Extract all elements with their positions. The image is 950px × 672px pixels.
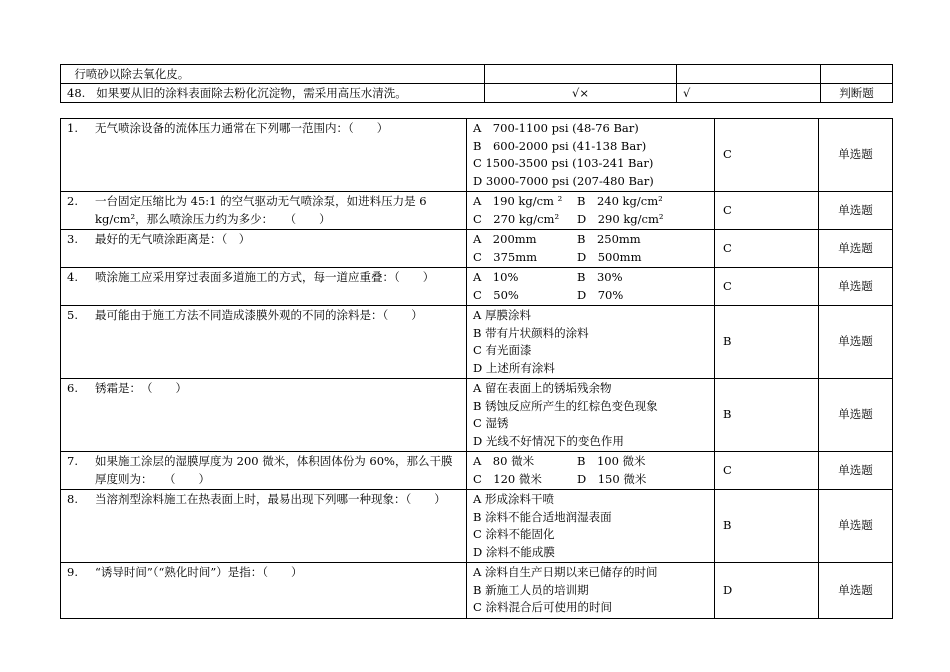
question-text: 48. 如果要从旧的涂料表面除去粉化沉淀物，需采用高压水清洗。	[61, 84, 485, 103]
options-cell	[467, 379, 715, 452]
question-text: 如果施工涂层的湿膜厚度为 200 微米，体积固体份为 60%，那么干膜厚度则为： （ ）	[95, 454, 453, 486]
option-text: D 290 kg/cm²	[577, 211, 664, 226]
option-text: A 涂料自生产日期以来已储存的时间	[473, 565, 658, 579]
question-number: 7.	[67, 454, 78, 468]
options-cell	[485, 65, 677, 84]
table-row	[61, 379, 893, 452]
answer-cell: C	[715, 230, 819, 268]
type-cell: 单选题	[819, 563, 893, 619]
option-pair	[473, 211, 708, 229]
option-pair	[473, 287, 708, 305]
options-cell	[467, 563, 715, 619]
option-text: C 120 微米	[473, 471, 542, 486]
option-text: B 240 kg/cm²	[577, 194, 663, 208]
options-cell	[467, 230, 715, 268]
type-cell: 单选题	[819, 490, 893, 563]
type-cell: 单选题	[819, 452, 893, 490]
answer-cell: C	[715, 452, 819, 490]
option-text: D 上述所有涂料	[473, 360, 555, 375]
question-text: 喷涂施工应采用穿过表面多道施工的方式，每一道应重叠：（ ）	[95, 270, 435, 284]
option-text: C 1500-3500 psi (103-241 Bar)	[473, 156, 654, 170]
option-text: B 涂料不能合适地润湿表面	[473, 509, 612, 524]
question-text: 一台固定压缩比为 45:1 的空气驱动无气喷涂泵，如进料压力是 6 kg/cm²，那么喷涂压力约为多少： （ ）	[95, 194, 427, 226]
option-text: A 200mm	[473, 232, 537, 246]
option-text: C 涂料不能固化	[473, 527, 555, 541]
option-text: B 250mm	[577, 232, 641, 246]
answer-cell: B	[715, 490, 819, 563]
option-pair	[473, 453, 708, 471]
question-number: 6.	[67, 381, 78, 395]
question-number: 9.	[67, 565, 78, 579]
option-text: C 375mm	[473, 249, 538, 264]
options-cell: √×	[485, 84, 677, 103]
question-cell	[61, 192, 467, 230]
option-text: B 带有片状颜料的涂料	[473, 325, 589, 340]
option-pair	[473, 471, 708, 489]
option-text: A 190 kg/cm ²	[473, 194, 563, 208]
option-text: A 留在表面上的锈垢残余物	[473, 381, 612, 395]
type-cell: 判断题	[821, 84, 893, 103]
answer-cell: √	[677, 84, 821, 103]
question-text: 锈霜是： （ ）	[95, 381, 187, 395]
type-cell: 单选题	[819, 119, 893, 192]
table-row	[61, 268, 893, 306]
question-text: 无气喷涂设备的流体压力通常在下列哪一范围内：（ ）	[95, 121, 389, 135]
question-cell	[61, 268, 467, 306]
table-row	[61, 230, 893, 268]
option-text: C 50%	[473, 287, 519, 302]
answer-cell: C	[715, 119, 819, 192]
option-text: C 有光面漆	[473, 343, 532, 357]
question-text: “诱导时间”（“熟化时间”）是指：（ ）	[95, 565, 303, 579]
options-cell	[467, 306, 715, 379]
type-cell: 单选题	[819, 306, 893, 379]
option-text: D 70%	[577, 287, 624, 302]
option-text: D 光线不好情况下的变色作用	[473, 433, 624, 448]
options-cell	[467, 490, 715, 563]
option-text: B 新施工人员的培训期	[473, 582, 589, 597]
type-cell: 单选题	[819, 379, 893, 452]
option-text: B 锈蚀反应所产生的红棕色变色现象	[473, 398, 658, 413]
type-cell: 单选题	[819, 230, 893, 268]
option-text: D 150 微米	[577, 471, 647, 486]
answer-cell: D	[715, 563, 819, 619]
prior-questions-table	[60, 64, 893, 103]
question-cell	[61, 306, 467, 379]
type-cell: 单选题	[819, 192, 893, 230]
option-text: B 100 微米	[577, 454, 646, 468]
answer-cell: B	[715, 306, 819, 379]
option-text: A 厚膜涂料	[473, 308, 531, 322]
question-cell	[61, 452, 467, 490]
table-row	[61, 563, 893, 619]
question-number: 4.	[67, 270, 78, 284]
type-cell	[821, 65, 893, 84]
question-number: 2.	[67, 194, 78, 208]
table-row	[61, 452, 893, 490]
options-cell	[467, 119, 715, 192]
option-text: A 形成涂料干喷	[473, 492, 554, 506]
options-cell	[467, 192, 715, 230]
table-row	[61, 65, 893, 84]
option-text: D 涂料不能成膜	[473, 544, 555, 559]
table-row	[61, 490, 893, 563]
option-text: A 80 微米	[473, 454, 535, 468]
option-text: B 600-2000 psi (41-138 Bar)	[473, 138, 647, 153]
question-number: 3.	[67, 232, 78, 246]
option-pair	[473, 249, 708, 267]
question-cell	[61, 379, 467, 452]
option-text: C 湿锈	[473, 416, 509, 430]
option-text: A 700-1100 psi (48-76 Bar)	[473, 121, 639, 135]
table-row	[61, 84, 893, 103]
option-pair	[473, 269, 708, 287]
answer-cell: B	[715, 379, 819, 452]
question-number: 8.	[67, 492, 78, 506]
option-text: C 涂料混合后可使用的时间	[473, 600, 612, 614]
option-text: C 270 kg/cm²	[473, 211, 560, 226]
question-text: 行喷砂以除去氧化皮。	[61, 65, 485, 84]
option-text: B 30%	[577, 270, 623, 284]
options-cell	[467, 268, 715, 306]
option-text: D 3000-7000 psi (207-480 Bar)	[473, 173, 654, 188]
question-number: 5.	[67, 308, 78, 322]
options-cell	[467, 452, 715, 490]
table-row	[61, 119, 893, 192]
answer-cell: C	[715, 192, 819, 230]
answer-cell: C	[715, 268, 819, 306]
table-row	[61, 306, 893, 379]
question-text: 最好的无气喷涂距离是：（ ）	[95, 232, 251, 246]
question-number: 1.	[67, 121, 78, 135]
option-pair	[473, 231, 708, 249]
option-pair	[473, 193, 708, 211]
question-table	[60, 118, 893, 619]
option-text: D 500mm	[577, 249, 642, 264]
question-cell	[61, 490, 467, 563]
question-text: 最可能由于施工方法不同造成漆膜外观的不同的涂料是：（ ）	[95, 308, 423, 322]
answer-cell	[677, 65, 821, 84]
table-row	[61, 192, 893, 230]
question-cell	[61, 230, 467, 268]
type-cell: 单选题	[819, 268, 893, 306]
question-cell	[61, 119, 467, 192]
option-text: A 10%	[473, 270, 519, 284]
question-text: 当溶剂型涂料施工在热表面上时，最易出现下列哪一种现象：（ ）	[95, 492, 446, 506]
question-cell	[61, 563, 467, 619]
